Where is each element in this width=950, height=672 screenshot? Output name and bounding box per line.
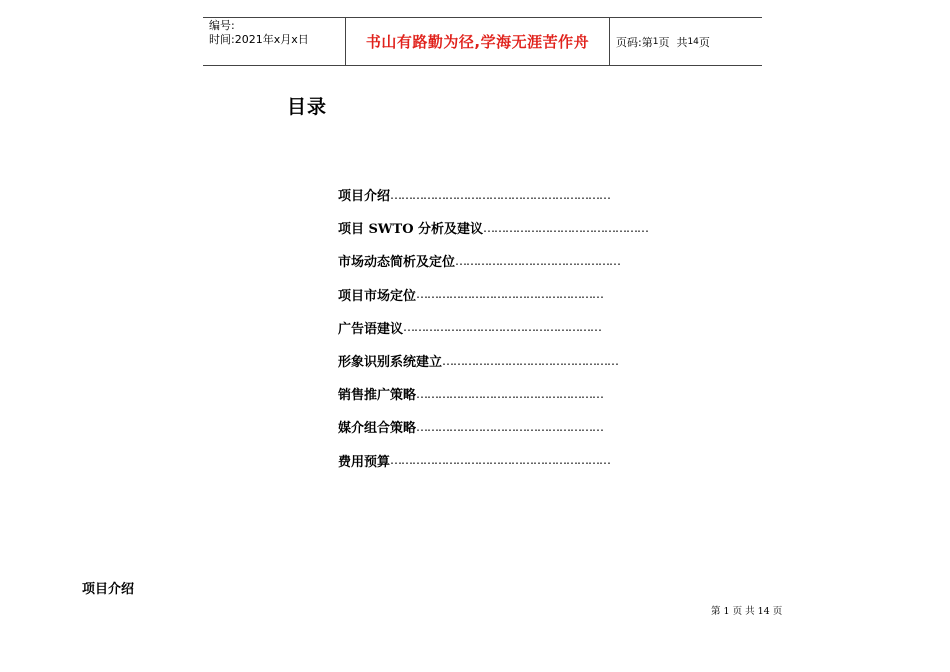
- toc-entry-label: 广告语建议: [338, 321, 404, 337]
- toc-entry-leader: ……………………………………………………: [390, 187, 611, 202]
- time-label: 时间:2021年x月x日: [209, 33, 309, 46]
- header-motto: 书山有路勤为径,学海无涯苦作舟: [346, 18, 610, 65]
- toc-entry-leader: ……………………………………………: [416, 419, 604, 434]
- page-label-prefix: 页码:第: [616, 35, 653, 49]
- toc-list: [338, 178, 648, 477]
- toc-entry[interactable]: [338, 377, 648, 410]
- section-heading: 项目介绍: [82, 582, 135, 597]
- toc-entry[interactable]: [338, 244, 648, 277]
- toc-title: 目录: [287, 96, 328, 118]
- toc-entry-label: 形象识别系统建立: [338, 355, 443, 371]
- toc-entry[interactable]: [338, 278, 648, 311]
- toc-entry-label: 销售推广策略: [338, 388, 417, 404]
- toc-entry-label: 项目 SWTO 分析及建议: [338, 222, 484, 238]
- toc-entry-leader: ………………………………………………: [403, 320, 602, 335]
- footer-page-number: 第 1 页 共 14 页: [711, 606, 783, 617]
- toc-entry[interactable]: [338, 344, 648, 377]
- page-label-mid: 页 共: [658, 35, 688, 49]
- toc-entry-label: 项目市场定位: [338, 288, 417, 304]
- toc-entry-leader: ……………………………………………: [416, 287, 604, 302]
- page-current: 1: [652, 36, 659, 47]
- toc-entry-label: 市场动态简析及定位: [338, 255, 456, 271]
- toc-entry-label: 费用预算: [338, 454, 391, 470]
- page-header: [203, 17, 762, 66]
- page-label-suffix: 页: [698, 35, 710, 49]
- page-total: 14: [687, 36, 699, 47]
- toc-entry-leader: ……………………………………………: [416, 386, 604, 401]
- toc-entry-leader: ……………………………………………………: [390, 453, 611, 468]
- toc-entry-leader: …………………………………………: [442, 353, 619, 368]
- number-label: 编号:: [209, 19, 235, 32]
- toc-entry[interactable]: [338, 410, 648, 443]
- toc-entry-leader: ………………………………………: [455, 253, 621, 268]
- toc-entry-leader: ………………………………………: [483, 220, 649, 235]
- header-page-info: [610, 18, 762, 65]
- toc-entry-label: 媒介组合策略: [338, 421, 417, 437]
- toc-entry[interactable]: [338, 178, 648, 211]
- toc-entry-label: 项目介绍: [338, 189, 391, 205]
- toc-entry[interactable]: [338, 444, 648, 477]
- toc-entry[interactable]: [338, 211, 648, 244]
- header-meta: [203, 18, 346, 65]
- toc-entry[interactable]: [338, 311, 648, 344]
